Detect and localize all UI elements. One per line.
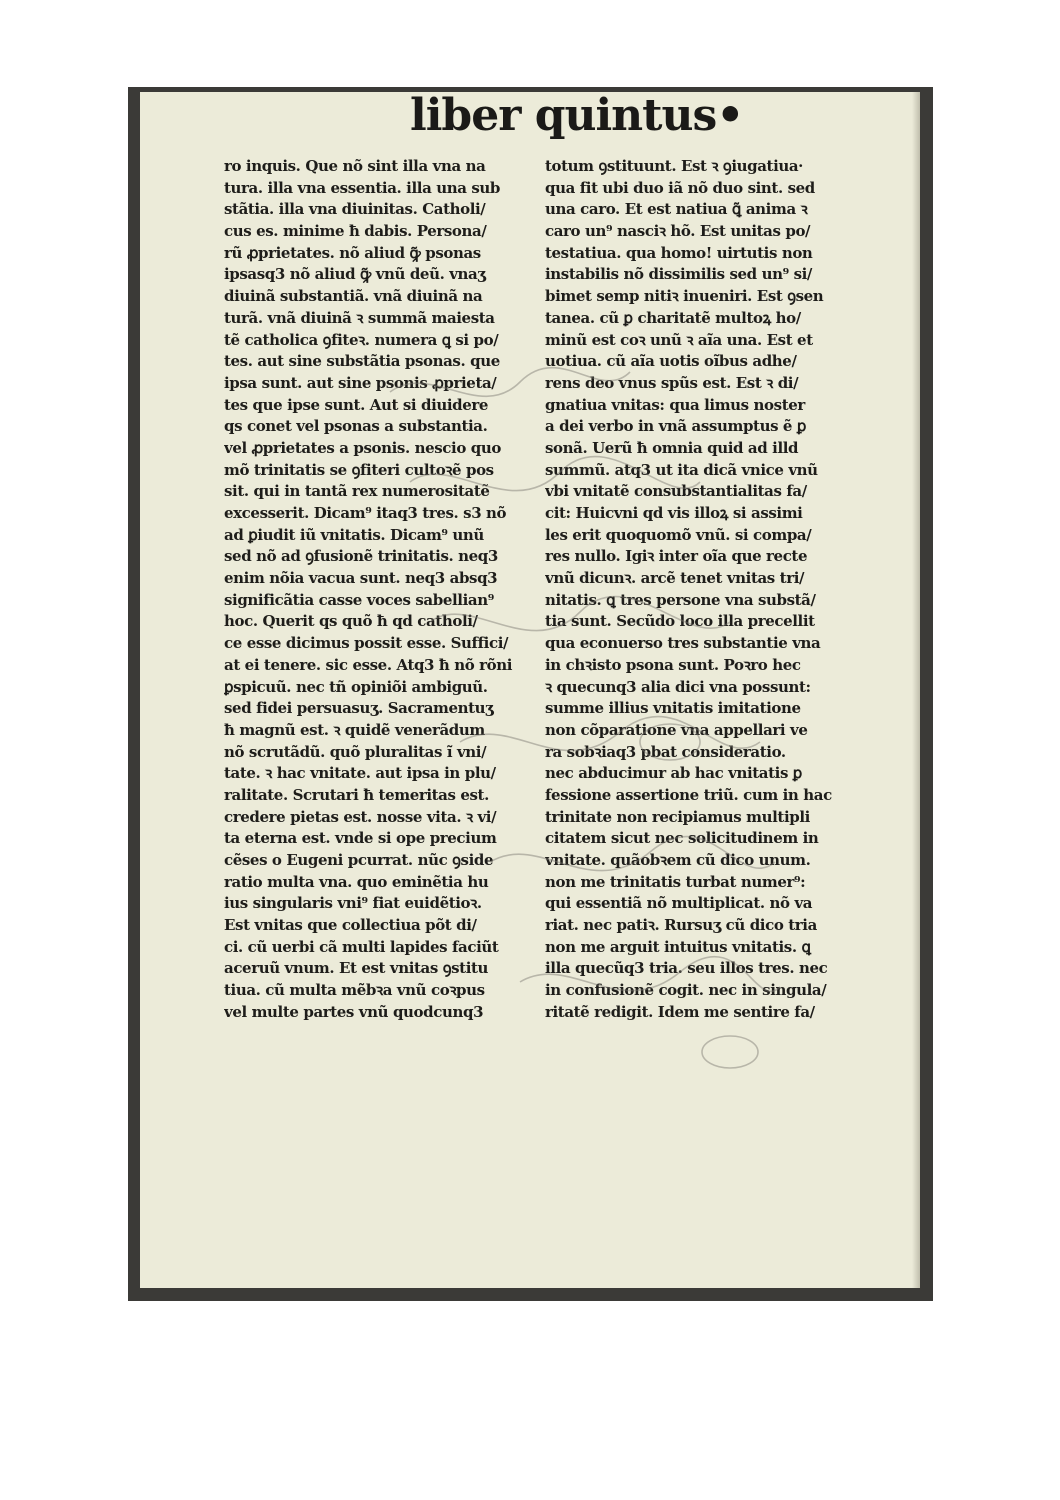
text-line: hoc. Querit qs quõ ħ qd catholi/ bbox=[224, 612, 478, 631]
text-line: minũ est coꝛ unũ ꝛ aĩa una. Est et bbox=[545, 330, 813, 349]
text-line: tura. illa vna essentia. illa una sub bbox=[224, 178, 501, 197]
text-line: ꝑspicuũ. nec tñ opiniõi ambiguũ. bbox=[224, 677, 488, 696]
text-line: in chꝛisto psona sunt. Poꝛro hec bbox=[545, 655, 801, 674]
text-line: les erit quoquomõ vnũ. si compa/ bbox=[545, 525, 812, 544]
text-line: summe illius vnitatis imitatione bbox=[545, 699, 801, 718]
text-line: non cõparatione vna appellari ve bbox=[545, 720, 808, 739]
text-line: tia sunt. Secũdo loco illa precellit bbox=[545, 612, 815, 631]
text-line: ratio multa vna. quo eminẽtia hu bbox=[224, 872, 489, 891]
text-line: illa quecũq3 tria. seu illos tres. nec bbox=[545, 959, 828, 978]
text-line: vnũ dicunꝛ. arcẽ tenet vnitas tri/ bbox=[545, 569, 805, 588]
text-line: cit: Huicvni qd vis illoꝝ si assimi bbox=[545, 504, 803, 522]
text-line: tate. ꝛ hac vnitate. aut ipsa in plu/ bbox=[224, 764, 496, 783]
text-line: sonã. Uerũ ħ omnia quid ad illd bbox=[545, 438, 799, 457]
text-line: ħ magnũ est. ꝛ quidẽ venerãdum bbox=[224, 720, 485, 739]
text-line: turã. vnã diuinã ꝛ summã maiesta bbox=[224, 308, 495, 327]
text-line: testatiua. qua homo! uirtutis non bbox=[545, 243, 813, 262]
text-line: caro un⁹ nasciꝛ hõ. Est unitas po/ bbox=[545, 222, 811, 241]
text-line: Est vnitas que collectiua põt di/ bbox=[224, 916, 477, 935]
text-line: excesserit. Dicam⁹ itaq3 tres. s3 nõ bbox=[224, 504, 507, 522]
text-line: at ei tenere. sic esse. Atq3 ħ nõ rõni bbox=[224, 655, 513, 674]
text-line: totum ꝯstituunt. Est ꝛ ꝯiugatiua· bbox=[545, 157, 804, 175]
text-line: sed nõ ad ꝯfusionẽ trinitatis. neq3 bbox=[224, 547, 498, 566]
scanned-page-frame bbox=[128, 87, 933, 1301]
text-line: una caro. Et est natiua ꝗ̃ anima ꝛ bbox=[545, 200, 808, 219]
text-line: qua fit ubi duo iã nõ duo sint. sed bbox=[545, 178, 815, 197]
text-line: qui essentiã nõ multiplicat. nõ va bbox=[545, 894, 813, 913]
book-page bbox=[140, 92, 920, 1288]
text-line: citatem sicut nec solicitudinem in bbox=[545, 829, 819, 848]
text-line: bimet semp nitiꝛ inueniri. Est ꝯsen bbox=[545, 287, 824, 306]
text-line: rũ ꝓprietates. nõ aliud ꝙ̃ psonas bbox=[224, 243, 481, 262]
text-line: mõ trinitatis se ꝯfiteri cultoꝛẽ pos bbox=[224, 460, 494, 479]
text-line: instabilis nõ dissimilis sed un⁹ si/ bbox=[545, 265, 813, 284]
text-line: riat. nec patiꝛ. Rursuʒ cũ dico tria bbox=[545, 916, 817, 935]
text-line: ad ꝑiudit iũ vnitatis. Dicam⁹ unũ bbox=[224, 525, 484, 544]
text-line: ce esse dicimus possit esse. Suffici/ bbox=[224, 634, 509, 653]
text-line: ipsasq3 nõ aliud ꝙ̃ vnũ deũ. vnaʒ bbox=[224, 265, 486, 284]
text-line: ritatẽ redigit. Idem me sentire fa/ bbox=[545, 1002, 815, 1021]
text-line: vnitate. quãobꝛem cũ dico unum. bbox=[545, 851, 811, 869]
text-line: tes que ipse sunt. Aut si diuidere bbox=[224, 395, 489, 414]
text-line: summũ. atq3 ut ita dicã vnice vnũ bbox=[545, 460, 818, 479]
left-text-column bbox=[224, 156, 534, 1024]
text-line: ꝛ quecunq3 alia dici vna possunt: bbox=[545, 677, 811, 696]
text-line: qs conet vel psonas a substantia. bbox=[224, 417, 488, 436]
text-line: nitatis. ꝗ tres persone vna substã/ bbox=[545, 590, 816, 609]
text-line: fessione assertione triũ. cum in hac bbox=[545, 785, 832, 804]
text-line: rens deo vnus spũs est. Est ꝛ di/ bbox=[545, 373, 799, 392]
text-line: tes. aut sine substãtia psonas. que bbox=[224, 352, 500, 371]
text-line: cus es. minime ħ dabis. Persona/ bbox=[224, 222, 487, 241]
text-line: ro inquis. Que nõ sint illa vna na bbox=[224, 157, 486, 175]
text-line: stãtia. illa vna diuinitas. Catholi/ bbox=[224, 200, 486, 219]
text-line: in confusionẽ cogit. nec in singula/ bbox=[545, 981, 827, 1000]
text-line: non me trinitatis turbat numer⁹: bbox=[545, 872, 806, 891]
text-line: sit. qui in tantã rex numerositatẽ bbox=[224, 482, 490, 501]
text-line: non me arguit intuitus vnitatis. ꝗ bbox=[545, 937, 811, 956]
text-line: uotiua. cũ aĩa uotis oĩbus adhe/ bbox=[545, 352, 797, 371]
running-header: liber quintus• bbox=[410, 92, 744, 141]
text-line: qua econuerso tres substantie vna bbox=[545, 634, 821, 653]
text-line: ralitate. Scrutari ħ temeritas est. bbox=[224, 785, 489, 804]
text-line: trinitate non recipiamus multipli bbox=[545, 807, 810, 826]
text-line: vel multe partes vnũ quodcunq3 bbox=[224, 1002, 484, 1021]
text-line: ius singularis vni⁹ fiat euidẽtioꝛ. bbox=[224, 894, 482, 913]
text-line: ipsa sunt. aut sine psonis ꝓprieta/ bbox=[224, 373, 497, 392]
right-text-column bbox=[545, 156, 855, 1024]
text-line: tiua. cũ multa mẽbꝛa vnũ coꝛpus bbox=[224, 981, 485, 1000]
text-line: cẽses o Eugeni pcurrat. nũc ꝯside bbox=[224, 851, 494, 869]
text-line: aceruũ vnum. Et est vnitas ꝯstitu bbox=[224, 959, 489, 978]
text-line: ra sobꝛiaq3 pbat consideratio. bbox=[545, 742, 786, 761]
text-line: res nullo. Igiꝛ inter oĩa que recte bbox=[545, 547, 808, 566]
text-line: ta eterna est. vnde si ope precium bbox=[224, 829, 497, 848]
text-line: ci. cũ uerbi cã multi lapides faciũt bbox=[224, 937, 499, 956]
text-line: significãtia casse voces sabellian⁹ bbox=[224, 590, 494, 609]
text-line: gnatiua vnitas: qua limus noster bbox=[545, 395, 805, 414]
text-line: credere pietas est. nosse vita. ꝛ vi/ bbox=[224, 807, 497, 826]
text-line: tanea. cũ ꝑ charitatẽ multoꝝ ho/ bbox=[545, 308, 801, 327]
text-line: nec abducimur ab hac vnitatis ꝑ bbox=[545, 764, 802, 783]
text-line: sed fidei persuasuʒ. Sacramentuʒ bbox=[224, 699, 494, 718]
text-line: a dei verbo in vnã assumptus ẽ ꝑ bbox=[545, 417, 807, 436]
text-line: enim nõia vacua sunt. neq3 absq3 bbox=[224, 569, 498, 588]
text-line: diuinã substantiã. vnã diuinã na bbox=[224, 287, 483, 306]
text-line: tẽ catholica ꝯfiteꝛ. numera ꝗ si po/ bbox=[224, 330, 499, 349]
text-line: nõ scrutãdũ. quõ pluralitas ĩ vni/ bbox=[224, 742, 487, 761]
text-line: vbi vnitatẽ consubstantialitas fa/ bbox=[545, 482, 807, 501]
text-line: vel ꝓprietates a psonis. nescio quo bbox=[224, 438, 501, 457]
